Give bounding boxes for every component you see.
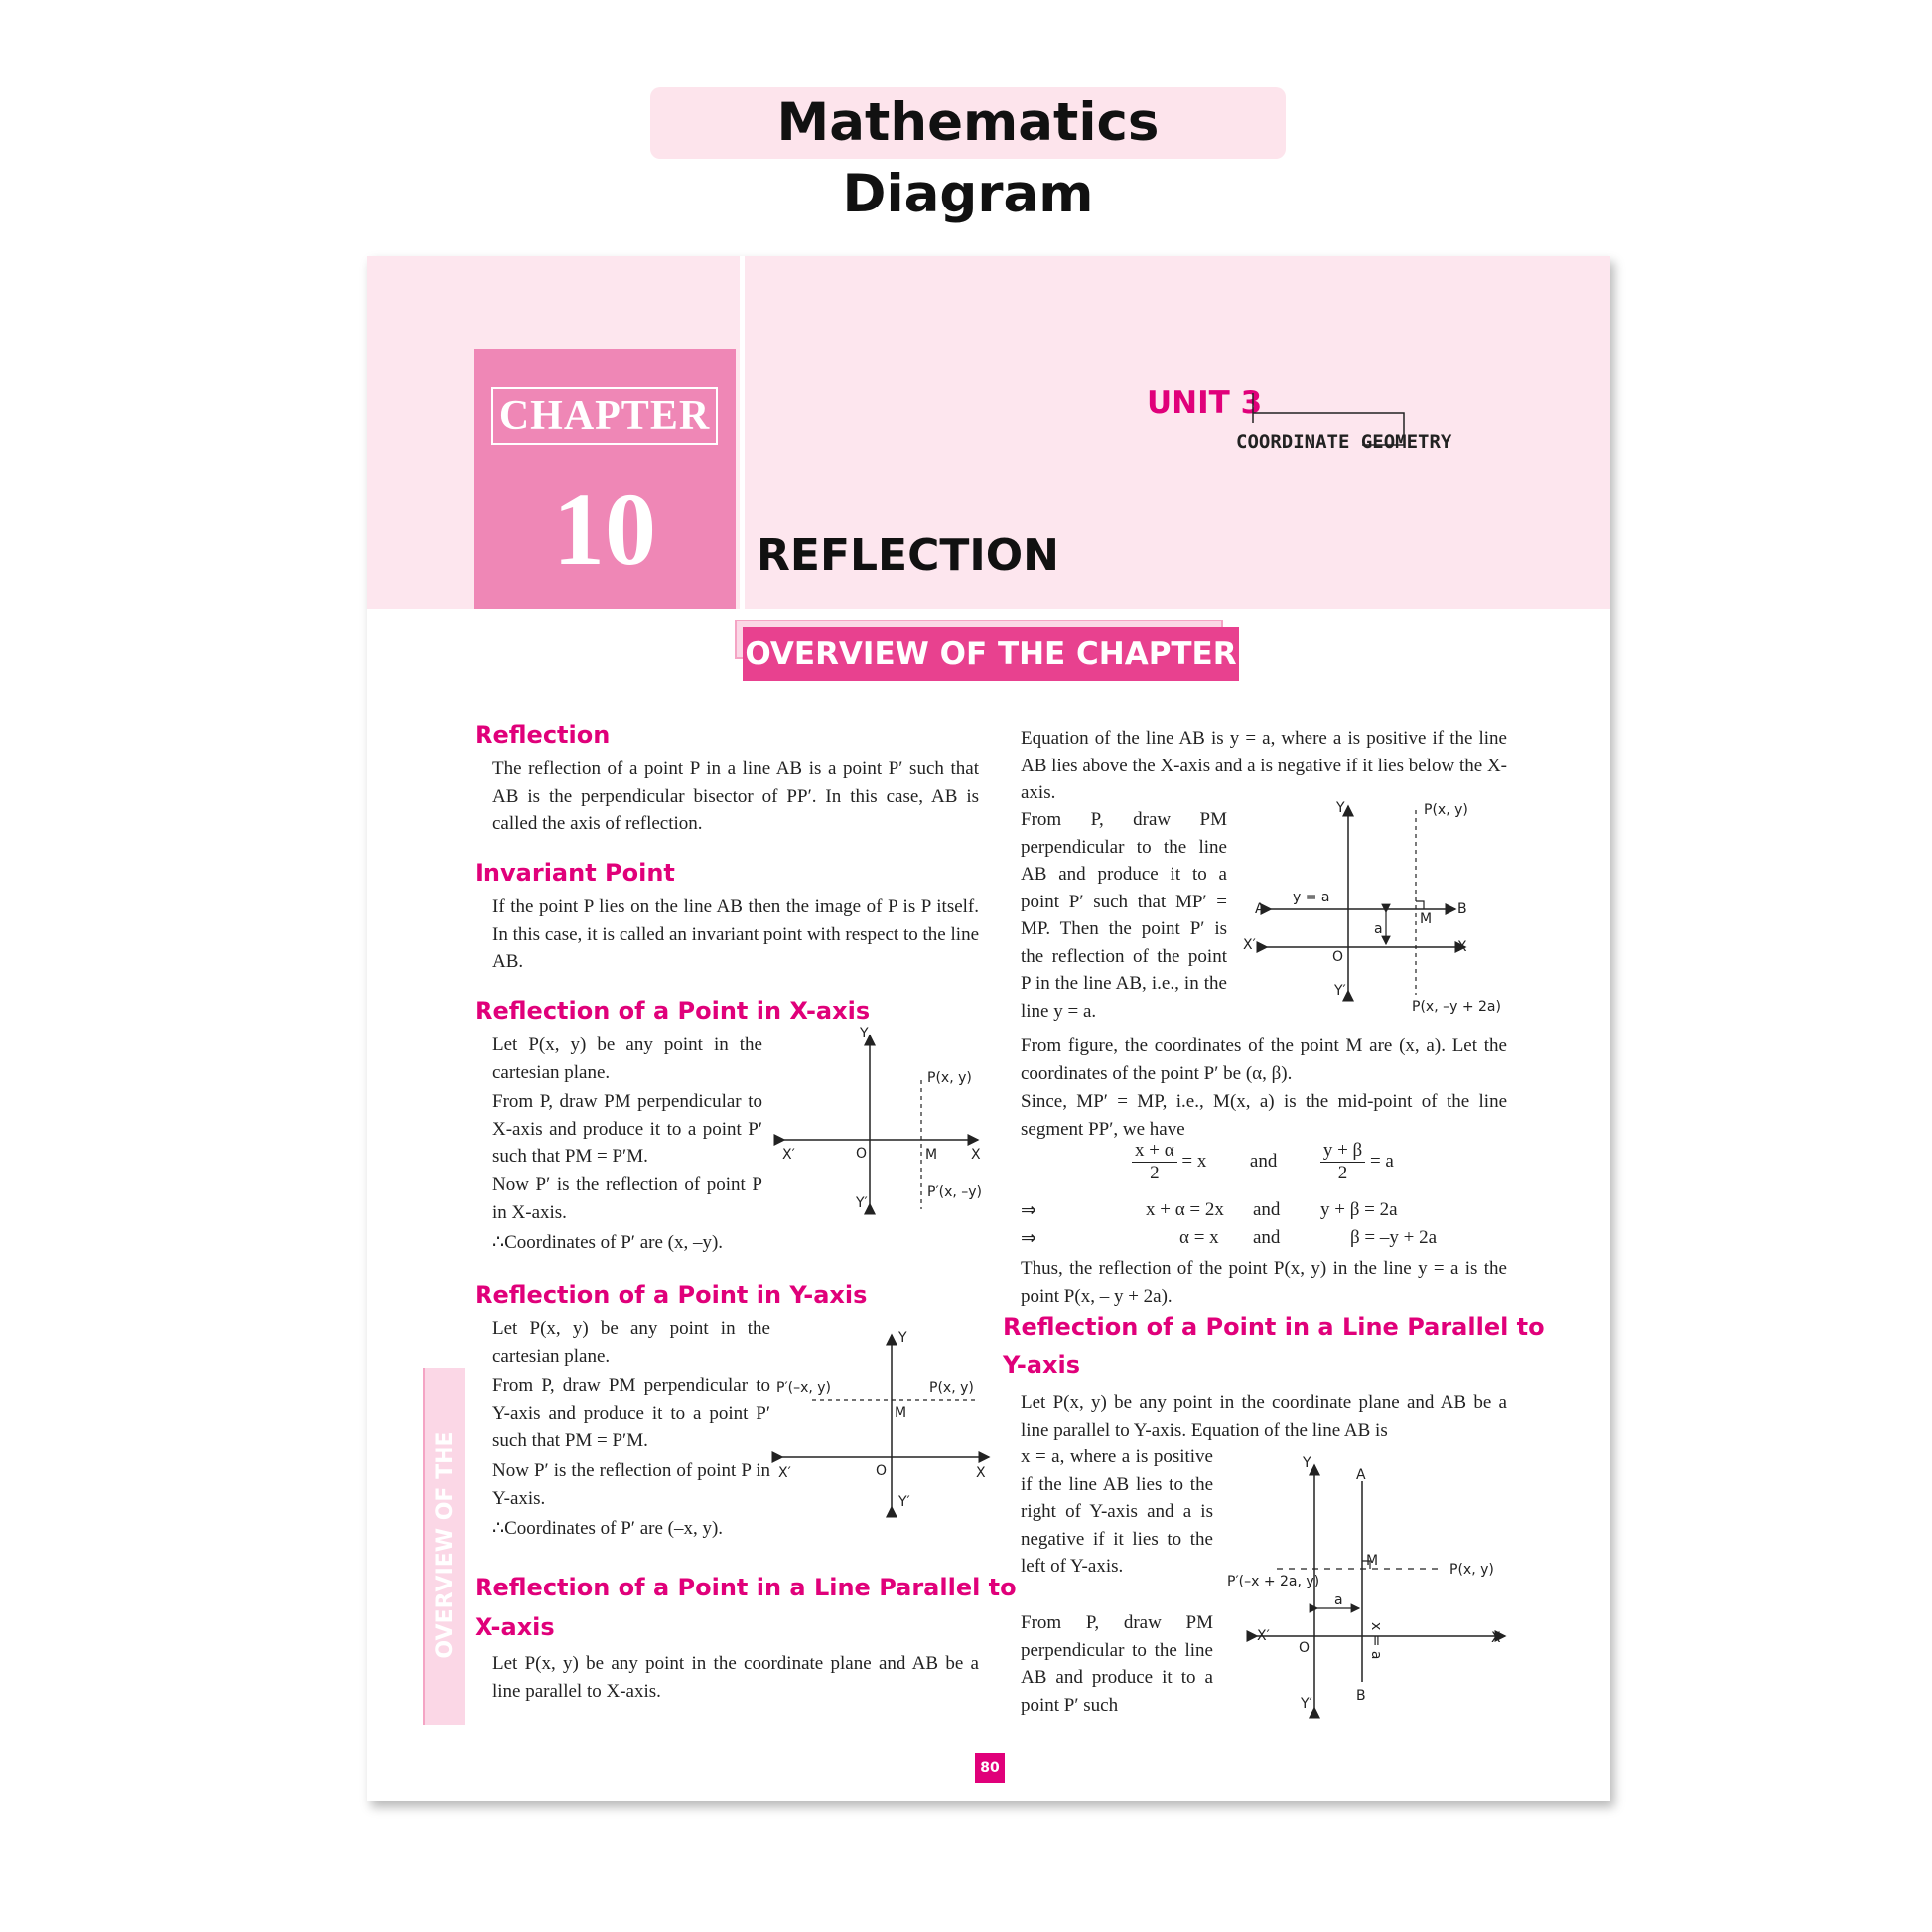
fig-label: Y xyxy=(1303,1455,1311,1471)
x-axis-p4: ∴Coordinates of P′ are (x, –y). xyxy=(492,1232,724,1253)
fig-label: X′ xyxy=(1257,1628,1270,1644)
fig-label: O xyxy=(1332,949,1344,965)
fig-label: P(x, y) xyxy=(927,1070,972,1086)
chapter-label: CHAPTER xyxy=(491,387,718,445)
heading-invariant-point: Invariant Point xyxy=(475,859,675,887)
right-since: Since, MP′ = MP, i.e., M(x, a) is the mid-point of the line segment PP′, we have xyxy=(1021,1091,1507,1140)
fig-label: P(x, y) xyxy=(1449,1562,1494,1578)
fig-label: P(x, –y + 2a) xyxy=(1412,999,1501,1015)
invariant-body: If the point P lies on the line AB then the image of P is P itself. In this case, it is called an invariant point with respect to the line AB. xyxy=(492,897,979,972)
x-axis-p1: Let P(x, y) be any point in the cartesian plane. xyxy=(492,1035,762,1083)
fig-label: X xyxy=(1491,1630,1501,1646)
fig-label: Y xyxy=(898,1330,907,1346)
equation-3-and: and xyxy=(1253,1227,1281,1248)
fig-label: P′(–x, y) xyxy=(776,1380,832,1396)
fig-label: X′ xyxy=(1243,937,1256,953)
chapter-box xyxy=(474,349,736,609)
fig-label: P′(x, –y) xyxy=(927,1184,983,1200)
equation-2-right: y + β = 2a xyxy=(1320,1199,1398,1220)
textbook-page xyxy=(367,256,1610,1801)
reflection-body: The reflection of a point P in a line AB is a point P′ such that AB is the perpendicular bisector of PP′. In this case, AB is called the axis of reflection. xyxy=(492,759,979,834)
chapter-number: 10 xyxy=(553,473,656,587)
heading-parallel-y-2: Y-axis xyxy=(1003,1351,1080,1379)
fig-label: y = a xyxy=(1293,890,1330,905)
right-coords: From figure, the coordinates of the point M are (x, a). Let the coordinates of the point P′ be (α, β). xyxy=(1021,1035,1507,1084)
fig-label: a xyxy=(1334,1592,1343,1608)
page-number: 80 xyxy=(975,1753,1005,1783)
heading-parallel-y-1: Reflection of a Point in a Line Parallel to xyxy=(1003,1313,1545,1341)
unit-label: UNIT 3 xyxy=(1147,385,1263,421)
fig-label: O xyxy=(876,1463,888,1479)
right-side-text: From P, draw PM perpendicular to the line AB and produce it to a point P′ such that MP′ = MP. Then the point P′ is the reflection of the point P in the line AB, i.e., in the line y = a. xyxy=(1021,809,1227,1022)
fig-label: Y′ xyxy=(1301,1696,1312,1712)
y-axis-reflection-figure xyxy=(772,1330,993,1509)
equation-3-arrow: ⇒ xyxy=(1021,1228,1036,1249)
fig-label: a xyxy=(1374,921,1383,937)
heading-reflection-y-axis: Reflection of a Point in Y-axis xyxy=(475,1281,868,1309)
x-axis-reflection-figure xyxy=(764,1026,983,1209)
side-tab-label: OVERVIEW OF THE CHAPTER xyxy=(433,1431,495,1659)
y-axis-p3: Now P′ is the reflection of point P in Y-axis. xyxy=(492,1460,770,1509)
parallel-y-body-3: From P, draw PM perpendicular to the line AB and produce it to a point P′ such xyxy=(1021,1612,1213,1716)
heading-parallel-x-2: X-axis xyxy=(475,1613,555,1641)
fig-label: M xyxy=(895,1405,907,1421)
heading-reflection: Reflection xyxy=(475,721,611,749)
unit-bracket xyxy=(1253,391,1412,451)
fig-label: M xyxy=(1366,1553,1379,1569)
fig-label: X′ xyxy=(782,1147,795,1163)
fig-label: P(x, y) xyxy=(1424,802,1468,818)
fig-label: A xyxy=(1255,901,1265,917)
y-axis-p2: From P, draw PM perpendicular to Y-axis and produce it to a point P′ such that PM = P′M. xyxy=(492,1375,770,1450)
fig-label: Y′ xyxy=(898,1494,910,1510)
parallel-y-body-2: x = a, where a is positive if the line AB lies to the right of Y-axis and a is negative if it lies to the left of Y-axis. xyxy=(1021,1447,1213,1577)
right-intro: Equation of the line AB is y = a, where a is positive if the line AB lies above the X-axis and a is negative if it lies below the X-axis. xyxy=(1021,728,1507,803)
equation-2-arrow: ⇒ xyxy=(1021,1200,1036,1221)
y-axis-p1: Let P(x, y) be any point in the cartesian plane. xyxy=(492,1318,770,1367)
fig-label: M xyxy=(925,1147,938,1163)
overview-banner: OVERVIEW OF THE CHAPTER xyxy=(743,627,1239,681)
fig-label: O xyxy=(856,1146,868,1162)
chapter-title: REFLECTION xyxy=(757,530,1059,581)
fig-label: B xyxy=(1356,1688,1366,1704)
fig-label: Y xyxy=(860,1026,869,1041)
fig-label: M xyxy=(1420,911,1433,927)
equation-1: $\frac{x + \alpha}{2}$ = x and $\frac{y + \beta}{2}$ = a xyxy=(1132,1140,1394,1184)
heading-reflection-x-axis: Reflection of a Point in X-axis xyxy=(475,997,871,1025)
parallel-x-body: Let P(x, y) be any point in the coordinate plane and AB be a line parallel to X-axis. xyxy=(492,1653,979,1702)
side-tab xyxy=(423,1368,495,1725)
x-axis-p2: From P, draw PM perpendicular to X-axis and produce it to a point P′ such that PM = P′M. xyxy=(492,1091,762,1167)
fig-label: X xyxy=(971,1147,981,1163)
fig-label: x = a xyxy=(1368,1622,1384,1660)
heading-parallel-x-1: Reflection of a Point in a Line Parallel to xyxy=(475,1574,1017,1601)
fig-label: X′ xyxy=(778,1465,791,1481)
y-axis-p4: ∴Coordinates of P′ are (–x, y). xyxy=(492,1518,724,1539)
equation-3-right: β = –y + 2a xyxy=(1350,1227,1438,1248)
fig-label: X xyxy=(976,1465,986,1481)
fig-label: Y′ xyxy=(856,1195,868,1211)
unit-subtitle: COORDINATE GEOMETRY xyxy=(1236,431,1452,453)
equation-2-left: x + α = 2x xyxy=(1146,1199,1224,1220)
parallel-y-reflection-figure xyxy=(1223,1453,1511,1712)
banner-title: Mathematics Diagram xyxy=(650,87,1286,159)
parallel-x-reflection-figure xyxy=(1241,800,1509,1015)
header-divider xyxy=(740,256,745,609)
x-axis-p3: Now P′ is the reflection of point P in X-axis. xyxy=(492,1174,762,1223)
fig-label: Y xyxy=(1336,800,1345,816)
right-thus: Thus, the reflection of the point P(x, y) in the line y = a is the point P(x, – y + 2a). xyxy=(1021,1258,1507,1307)
fig-label: P(x, y) xyxy=(929,1380,974,1396)
fig-label: Y′ xyxy=(1334,983,1346,999)
parallel-y-body-1: Let P(x, y) be any point in the coordinate plane and AB be a line parallel to Y-axis. Equation of the line AB is xyxy=(1021,1392,1507,1441)
fig-label: O xyxy=(1299,1640,1311,1656)
fig-label: A xyxy=(1356,1467,1366,1483)
fig-label: X xyxy=(1457,939,1467,955)
equation-3-left: α = x xyxy=(1179,1227,1219,1248)
equation-2-and: and xyxy=(1253,1199,1281,1220)
fig-label: P′(–x + 2a, y) xyxy=(1227,1574,1320,1589)
fig-label: B xyxy=(1457,901,1467,917)
